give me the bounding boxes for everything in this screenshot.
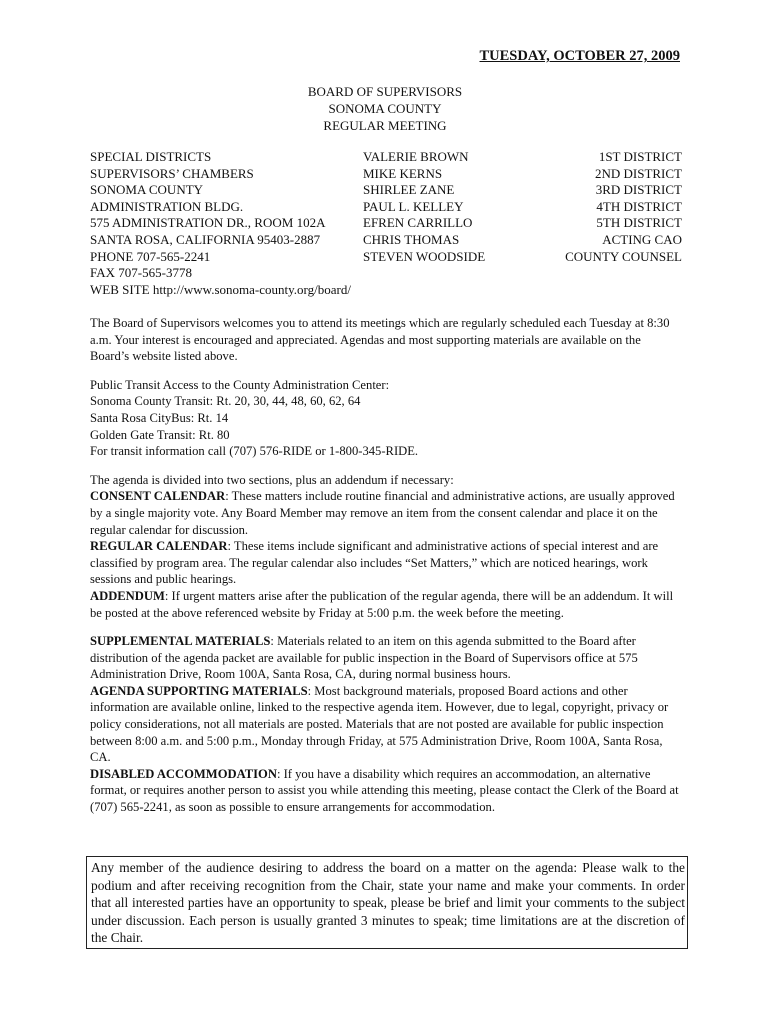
member-role: 5TH DISTRICT	[596, 215, 682, 231]
consent-calendar-label: CONSENT CALENDAR	[90, 489, 226, 504]
member-role: 4TH DISTRICT	[596, 198, 682, 214]
welcome-paragraph: The Board of Supervisors welcomes you to attend its meetings which are regularly scheduled each Tuesday at 8:30 a.m. Your interest is encouraged and appreciated. Agendas and most supporting materials are available on the Board’s website listed above.	[90, 316, 670, 364]
member-name: VALERIE BROWN	[363, 149, 469, 164]
member-name: SHIRLEE ZANE	[363, 182, 455, 198]
addendum-paragraph	[90, 588, 682, 621]
addendum-label: ADDENDUM	[90, 588, 165, 603]
transit-paragraph	[90, 377, 682, 460]
agenda-intro: The agenda is divided into two sections, plus an addendum if necessary:	[90, 472, 454, 487]
regular-calendar-text: : These items include significant and administrative actions of special interest and are classified by program area. The regular calendar also includes “Set Matters,” which are noticed hearings, work sessions and public hearings.	[90, 539, 659, 587]
transit-line: Public Transit Access to the County Administration Center:	[90, 377, 390, 392]
member-name: CHRIS THOMAS	[363, 231, 460, 247]
supplemental-materials-paragraph	[90, 633, 682, 683]
address-column	[90, 149, 360, 298]
transit-line: Sonoma County Transit: Rt. 20, 30, 44, 48, 60, 62, 64	[90, 394, 361, 409]
agenda-body	[90, 315, 682, 816]
phone-line: PHONE 707-565-2241	[90, 248, 211, 264]
addendum-text: : If urgent matters arise after the publication of the regular agenda, there will be an addendum. It will be posted at the above referenced website by Friday at 5:00 p.m. the week before the meeting.	[90, 588, 674, 620]
address-line: ADMINISTRATION BLDG.	[90, 198, 244, 214]
county-name: SONOMA COUNTY	[328, 101, 442, 116]
member-name: STEVEN WOODSIDE	[363, 248, 486, 264]
disabled-accommodation-text: : If you have a disability which requires an accommodation, an alternative format, or requires another person to assist you while attending this meeting, please contact the Clerk of the Board at (707) 565-2241, as soon as possible to ensure arrangements for accommodation.	[90, 766, 679, 815]
supporting-materials-text: : Most background materials, proposed Board actions and other information are available online, linked to the respective agenda item. However, due to legal, copyright, privacy or policy considerations, not all materials are posted. Materials that are not posted are available for public inspection between 8:00 a.m. and 5:00 p.m., Monday through Friday, at 575 Administration Drive, Room 100A, Santa Rosa, CA.	[90, 683, 669, 765]
consent-calendar-paragraph	[90, 488, 682, 538]
disabled-accommodation-label: DISABLED ACCOMMODATION	[90, 766, 277, 781]
member-name: EFREN CARRILLO	[363, 215, 473, 231]
member-role: COUNTY COUNSEL	[565, 248, 682, 264]
supplemental-materials-label: SUPPLEMENTAL MATERIALS	[90, 634, 271, 649]
disabled-accommodation-paragraph	[90, 766, 682, 816]
address-line: SPECIAL DISTRICTS	[90, 149, 212, 164]
meeting-date: TUESDAY, OCTOBER 27, 2009	[479, 48, 680, 64]
address-line: SUPERVISORS’ CHAMBERS	[90, 165, 254, 181]
regular-calendar-label: REGULAR CALENDAR	[90, 539, 228, 554]
transit-line: For transit information call (707) 576-RIDE or 1-800-345-RIDE.	[90, 444, 419, 459]
member-role: 2ND DISTRICT	[594, 165, 682, 181]
address-line: 575 ADMINISTRATION DR., ROOM 102A	[90, 215, 326, 231]
member-name: MIKE KERNS	[363, 165, 443, 181]
address-line: SANTA ROSA, CALIFORNIA 95403-2887	[90, 231, 321, 247]
member-role: ACTING CAO	[602, 231, 682, 247]
member-role: 1ST DISTRICT	[598, 149, 682, 164]
supplemental-materials-text: : Materials related to an item on this agenda submitted to the Board after distribution of the agenda packet are available for public inspection in the Board of Supervisors office at 575 Administration Drive, Room 100A, Santa Rosa, CA, during normal business hours.	[90, 634, 638, 682]
transit-line: Santa Rosa CityBus: Rt. 14	[90, 410, 229, 425]
member-name: PAUL L. KELLEY	[363, 198, 464, 214]
website-line: WEB SITE http://www.sonoma-county.org/board/	[90, 281, 351, 297]
member-role: 3RD DISTRICT	[595, 182, 682, 198]
fax-line: FAX 707-565-3778	[90, 265, 192, 281]
board-title: BOARD OF SUPERVISORS	[307, 84, 463, 99]
board-header	[0, 83, 770, 134]
meeting-type: REGULAR MEETING	[323, 118, 447, 133]
transit-line: Golden Gate Transit: Rt. 80	[90, 427, 230, 442]
supporting-materials-label: AGENDA SUPPORTING MATERIALS	[90, 683, 308, 698]
member-roles-column	[482, 149, 682, 265]
consent-calendar-text: : These matters include routine financial and administrative actions, are usually approved by a single majority vote. Any Board Member may remove an item from the consent calendar and place it on the regular calendar for discussion.	[90, 489, 675, 537]
regular-calendar-paragraph	[90, 538, 682, 588]
address-line: SONOMA COUNTY	[90, 182, 204, 198]
supporting-materials-paragraph	[90, 683, 682, 766]
public-comment-notice: Any member of the audience desiring to address the board on a matter on the agenda: Please walk to the podium and after receiving recognition from the Chair, state your name and make your comments. In order that all interested parties have an opportunity to speak, please be brief and limit your comments to the subject under discussion. Each person is usually granted 3 minutes to speak; time limitations are at the discretion of the Chair.	[86, 856, 688, 949]
